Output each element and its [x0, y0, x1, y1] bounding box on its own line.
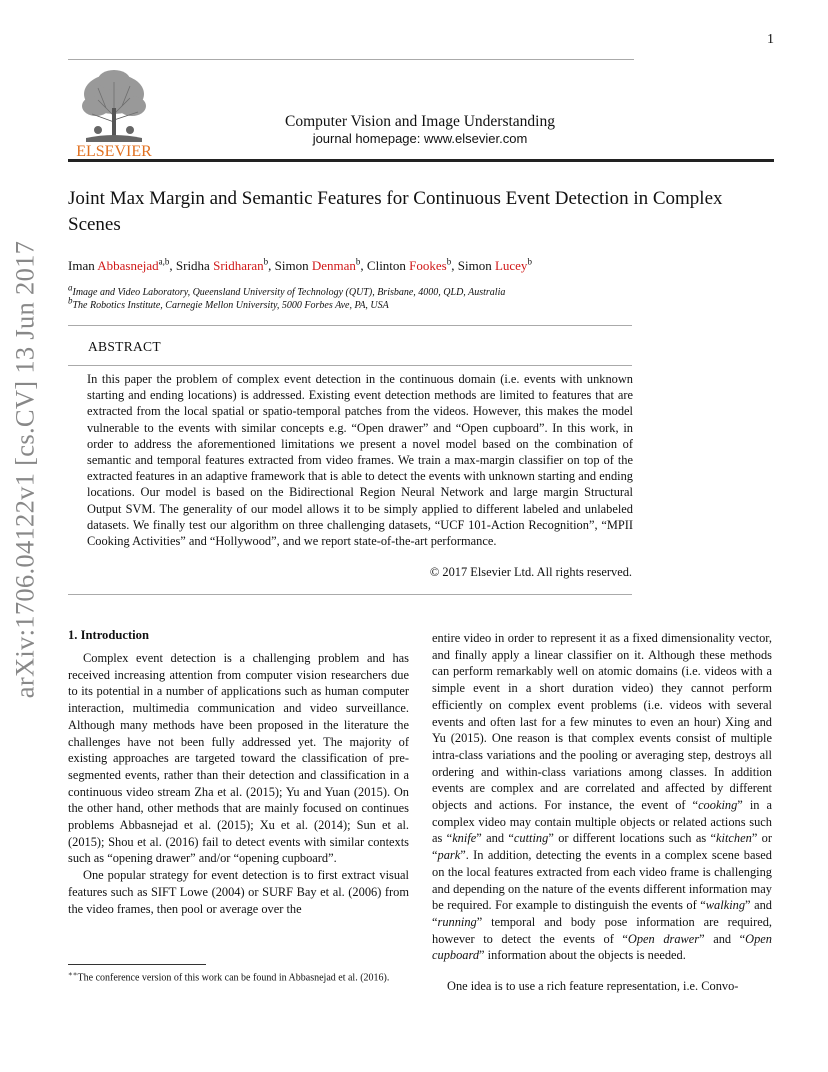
abstract-body: In this paper the problem of complex event detection in the continuous domain (i.e. events with unknown starting and ending locations) is addressed. Existing event detection methods are limited to features that are extracted from the local spatial or spatio-temporal patches from the videos. However, this makes the model vulnerable to the events with similar concepts e.g. “Open drawer” and “Open cupboard”. In this work, in order to address the aforementioned limitations we present a novel model based on the combination of semantic and temporal features extracted from video frames. We train a max-margin classifier on top of the extracted features in an adaptive framework that is able to detect the events with unknown starting and ending locations. Our model is based on the Bidirectional Region Neural Network and large margin Structural Output SVM. The generality of our model allows it to be simply applied to different labeled and unlabeled datasets. We finally test our algorithm on three challenging datasets, “UCF 101-Action Recognition”, “MPII Cooking Activities” and “Hollywood”, and we report state-of-the-art performance. — [87, 372, 633, 549]
text-run: ” temporal and body pose information are required, however to detect the events of “ — [432, 914, 772, 946]
right-column — [432, 630, 772, 995]
term-park: park — [437, 848, 461, 863]
intro-paragraph-4: One idea is to use a rich feature representation, i.e. Convo- — [447, 979, 739, 994]
text-run: ”. In addition, detecting the events in a complex scene based on the local features extracted from each video frame is challenging and depending on the nature of the events different information may be required. For example to distinguish the events of “ — [432, 848, 772, 913]
affiliation-mark: b — [68, 295, 73, 306]
term-walking: walking — [705, 898, 746, 913]
author-affiliation-mark: b — [527, 256, 532, 267]
footnote-mark: ∗∗ — [68, 970, 78, 978]
abstract-heading: ABSTRACT — [88, 339, 161, 354]
term-open-drawer: Open drawer — [627, 931, 700, 946]
elsevier-logo-text: ELSEVIER — [76, 143, 152, 160]
affiliation-mark: a — [68, 282, 73, 293]
author-affiliation-mark: a,b — [158, 256, 170, 267]
author — [68, 258, 176, 273]
term-running: running — [437, 914, 477, 929]
author-separator: , — [169, 258, 176, 273]
abstract-bottom-rule — [68, 594, 632, 595]
author-last-name[interactable]: Abbasnejad — [97, 258, 159, 273]
affiliation-text: The Robotics Institute, Carnegie Mellon University, 5000 Forbes Ave, PA, USA — [72, 300, 389, 311]
text-run: ” or different locations such as “ — [548, 831, 717, 846]
author-list — [68, 258, 768, 274]
journal-name: Computer Vision and Image Understanding — [285, 113, 555, 130]
author-first-name: Simon — [274, 258, 309, 273]
term-knife: knife — [452, 831, 477, 846]
footnote-text: The conference version of this work can be found in Abbasnejad et al. (2016). — [77, 972, 390, 984]
abstract-heading-rule — [68, 365, 632, 366]
term-kitchen: kitchen — [716, 831, 752, 846]
text-run: ” or “ — [432, 831, 772, 863]
author-last-name[interactable]: Lucey — [494, 258, 528, 273]
author — [275, 258, 367, 273]
text-run: ” and “ — [432, 898, 772, 929]
author-affiliation-mark: b — [263, 256, 269, 267]
author-affiliation-mark: b — [355, 256, 361, 267]
header-thick-rule — [68, 159, 774, 162]
journal-homepage: journal homepage: www.elsevier.com — [312, 131, 528, 146]
section-heading: 1. Introduction — [68, 628, 149, 642]
footnote — [68, 967, 409, 986]
author-first-name: Simon — [457, 258, 492, 273]
header-top-rule — [68, 59, 634, 60]
author-separator: , — [451, 258, 458, 273]
affiliation-text: Image and Video Laboratory, Queensland University of Technology (QUT), Brisbane, 4000, QLD, Australia — [72, 287, 506, 298]
intro-paragraph-1: Complex event detection is a challenging problem and has received increasing attention from computer vision researchers due to its potential in a number of applications such as human computer interaction, multimedia communication and video surveillance. Although many methods have been proposed in the literature the challenges have not been fully addressed yet. The majority of existing approaches are targeted toward the classification of pre-segmented events, rather than their detection and classification in a continuous video stream Zha et al. (2015); Yu and Yuan (2015). On the other hand, other methods that are mainly focused on continues problems Abbasnejad et al. (2015); Xu et al. (2014); Sun et al. (2015); Shou et al. (2016) fail to detect events with similar contexts such as “opening drawer” and/or “opening cupboard”. — [68, 651, 409, 866]
author-separator: , — [360, 258, 367, 273]
term-cooking: cooking — [698, 798, 738, 813]
author-last-name[interactable]: Fookes — [409, 258, 447, 273]
author-first-name: Clinton — [366, 258, 406, 273]
author — [176, 258, 275, 273]
elsevier-tree-icon — [68, 64, 160, 160]
author-last-name[interactable]: Denman — [311, 258, 356, 273]
abstract-top-rule — [68, 325, 632, 326]
paper-title: Joint Max Margin and Semantic Features for Continuous Event Detection in Complex Scenes — [68, 188, 723, 235]
author-affiliation-mark: b — [446, 256, 452, 267]
footnote-rule — [68, 964, 206, 965]
affiliation-b — [68, 295, 768, 311]
affiliation-a — [68, 282, 768, 298]
author — [367, 258, 458, 273]
elsevier-logo — [68, 64, 160, 160]
text-run: ” in a complex video may contain multiple objects or related actions such as “ — [432, 798, 772, 846]
left-column — [68, 650, 409, 917]
intro-paragraph-3 — [432, 630, 772, 964]
term-open-cupboard: Open cupboard — [432, 931, 772, 963]
term-cutting: cutting — [513, 831, 549, 846]
author-first-name: Sridha — [175, 258, 210, 273]
author — [458, 258, 532, 273]
author-last-name[interactable]: Sridharan — [213, 258, 264, 273]
page-number: 1 — [767, 32, 774, 47]
author-first-name: Iman — [68, 258, 95, 273]
text-run: ” information about the objects is needed. — [479, 948, 686, 963]
copyright-notice: © 2017 Elsevier Ltd. All rights reserved. — [429, 565, 632, 579]
text-run: ” and “ — [699, 931, 746, 946]
intro-paragraph-2: One popular strategy for event detection is to first extract visual features such as SIFT Lowe (2004) or SURF Bay et al. (2006) from the video frames, then pool or average over the — [68, 868, 409, 916]
text-run: entire video in order to represent it as a fixed dimensionality vector, and finally apply a linear classifier on it. Although these methods can perform remarkably well on atomic domains (i.e. videos with a simple event in a short duration video) they cannot perform efficiently on complex event problems (i.e. videos with several events and often last for a few minutes to even an hour) Xing and Yu (2015). One reason is that complex events consist of multiple intra-class variations and the pooling or averaging step, destroys all ordering and within-class variations among classes. In addition events are complex and are correlated and affected by different objects and actions. For instance, the event of “ — [432, 631, 772, 813]
text-run: ” and “ — [476, 831, 514, 846]
author-separator: , — [268, 258, 275, 273]
arxiv-identifier: arXiv:1706.04122v1 [cs.CV] 13 Jun 2017 — [9, 240, 40, 699]
